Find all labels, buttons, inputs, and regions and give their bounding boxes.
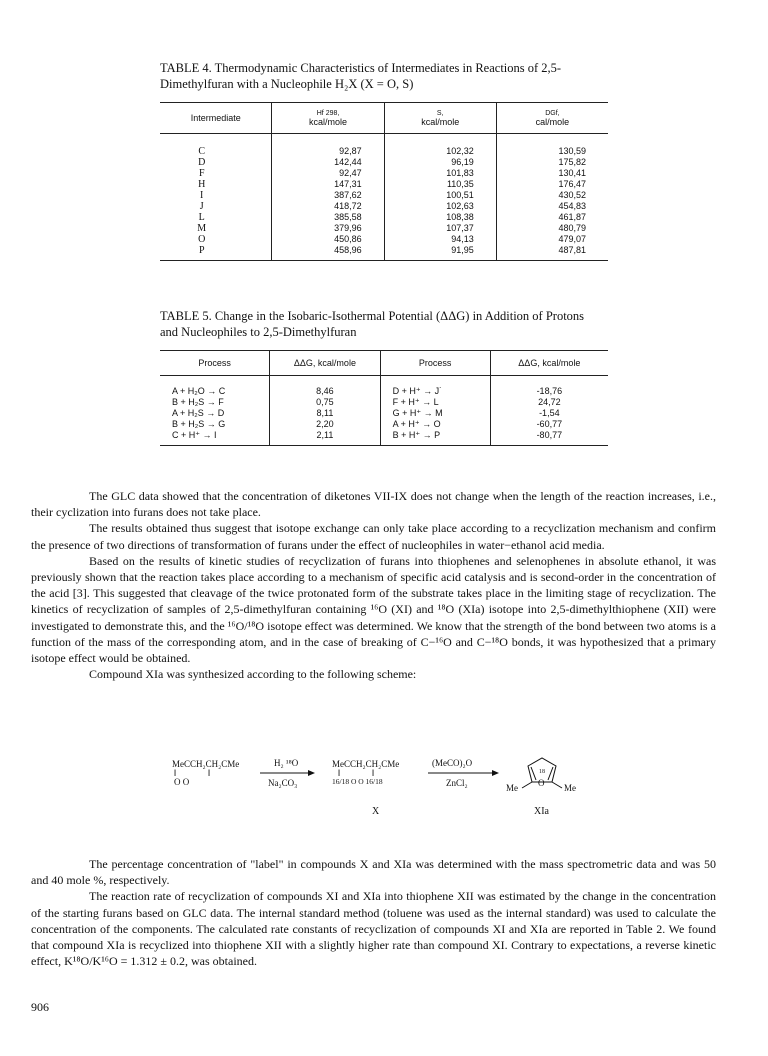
table5-cell-ddg2: -18,76 bbox=[536, 386, 563, 396]
table5-cell-ddg1: 0,75 bbox=[270, 397, 380, 408]
table5-header-ddg1: ΔΔG, kcal/mole bbox=[270, 351, 380, 376]
scheme-product-me-left: Me bbox=[506, 783, 518, 793]
table5-caption bbox=[160, 308, 630, 340]
table5-cell-process2: D + H⁺ → J˙ bbox=[380, 376, 490, 398]
table4-cell-dg: 430,52 bbox=[558, 190, 586, 200]
table4-cell-intermediate: O bbox=[160, 234, 272, 245]
table4-cell-dg: 130,59 bbox=[558, 146, 586, 156]
table4-cell-intermediate: P bbox=[160, 245, 272, 261]
table4-caption-line1: TABLE 4. Thermodynamic Characteristics of Intermediates in Reactions of 2,5- bbox=[160, 61, 562, 75]
scheme-intermediate-label: X bbox=[372, 806, 380, 817]
table5-header-ddg2: ΔΔG, kcal/mole bbox=[490, 351, 608, 376]
table4-cell-dg: 487,81 bbox=[558, 245, 586, 255]
table4-cell-intermediate: L bbox=[160, 212, 272, 223]
table5-row bbox=[160, 430, 608, 446]
table4-cell-hf: 379,96 bbox=[272, 223, 384, 234]
table4-cell-intermediate: M bbox=[160, 223, 272, 234]
scheme-product-me-right: Me bbox=[564, 783, 576, 793]
table4-row bbox=[160, 157, 608, 168]
table4-row bbox=[160, 212, 608, 223]
table5-cell-ddg2: -1,54 bbox=[539, 408, 560, 418]
table4 bbox=[160, 102, 608, 261]
paragraph-6: The reaction rate of recyclization of compounds XI and XIa into thiophene XII was estimated by the change in the concentration of the starting furans based on GLC data. The internal standard method (toluene was used as the internal standard) was used to calculate the concentration of the components. The calculated rate constants of recyclization of compounds XI and XIa are reported in Table 2. We found that compound XIa is recyclized into thiophene XII with a slightly higher rate than compound XI. Contrary to expectations, a reverse kinetic effect, K¹⁸O/K¹⁶O = 1.312 ± 0.2, was obtained. bbox=[31, 889, 716, 969]
table4-cell-intermediate: F bbox=[160, 168, 272, 179]
table4-header-row bbox=[160, 103, 608, 134]
table5-cell-process2: F + H⁺ → L bbox=[380, 397, 490, 408]
table5-cell-ddg1: 8,11 bbox=[270, 408, 380, 419]
reaction-scheme bbox=[150, 756, 690, 846]
table5-cell-ddg1: 2,11 bbox=[270, 430, 380, 446]
table4-header-hf: Hf 298, kcal/mole bbox=[272, 103, 384, 134]
body-text-lower bbox=[31, 856, 716, 969]
table5-cell-ddg1: 8,46 bbox=[270, 376, 380, 398]
table4-cell-hf: 458,96 bbox=[272, 245, 384, 261]
table4-cell-s: 108,38 bbox=[384, 212, 496, 223]
table4-cell-hf: 147,31 bbox=[272, 179, 384, 190]
table4-cell-intermediate: H bbox=[160, 179, 272, 190]
paragraph-2: The results obtained thus suggest that isotope exchange can only take place according to a recyclization mechanism and confirm the presence of two directions of transformation of furans under the effect of nucleophiles in water−ethanol acid media. bbox=[31, 521, 716, 552]
table4-row bbox=[160, 223, 608, 234]
table4-cell-hf: 92,87 bbox=[272, 134, 384, 158]
scheme-intermediate: MeCCH₂CH₂CMe ‖ ‖ 16/18 O O 16/18 bbox=[332, 759, 400, 786]
table4-header-intermediate: Intermediate bbox=[160, 103, 272, 134]
table4-caption bbox=[160, 60, 630, 92]
table4-cell-dg: 454,83 bbox=[558, 201, 586, 211]
table5-header-row bbox=[160, 351, 608, 376]
table5-cell-process1: A + H₂S → D bbox=[160, 408, 270, 419]
scheme-product-label: XIa bbox=[534, 806, 549, 817]
table5-cell-ddg2: 24,72 bbox=[538, 397, 561, 407]
scheme-reagent1-top: H₂ ¹⁸O bbox=[274, 758, 299, 768]
table4-row bbox=[160, 245, 608, 261]
table4-cell-s: 110,35 bbox=[384, 179, 496, 190]
table4-cell-intermediate: J bbox=[160, 201, 272, 212]
page-number: 906 bbox=[31, 1000, 49, 1014]
table4-cell-s: 94,13 bbox=[384, 234, 496, 245]
table4-cell-s: 102,32 bbox=[384, 134, 496, 158]
table4-cell-hf: 92,47 bbox=[272, 168, 384, 179]
table4-row bbox=[160, 190, 608, 201]
table4-cell-s: 96,19 bbox=[384, 157, 496, 168]
table4-cell-dg: 176,47 bbox=[558, 179, 586, 189]
table4-row bbox=[160, 201, 608, 212]
scheme-product-isotope-label: 18 bbox=[539, 769, 545, 775]
table5-cell-process1: B + H₂S → G bbox=[160, 419, 270, 430]
table5-cell-process2: A + H⁺ → O bbox=[380, 419, 490, 430]
table4-cell-s: 100,51 bbox=[384, 190, 496, 201]
table4-cell-s: 107,37 bbox=[384, 223, 496, 234]
table5-header-process1: Process bbox=[160, 351, 270, 376]
table4-cell-s: 91,95 bbox=[384, 245, 496, 261]
paragraph-3: Based on the results of kinetic studies of recyclization of furans into thiophenes and selenophenes in absolute ethanol, it was previously shown that the reaction takes place according to a mechanism of specific acid catalysis and is second-order in the concentration of the acid [3]. This suggested that cleavage of the twice protonated form of the substrate takes place in the limiting stage of recyclization. The kinetics of recyclization of samples of 2,5-dimethylfuran containing ¹⁶O (XI) and ¹⁸O (XIa) isotope into 2,5-dimethylthiophene (XII) were investigated to demonstrate this, and the ¹⁶O/¹⁸O isotope effect was determined. We know that the strength of the bond between two atoms is a function of the mass of the corresponding atom, and in the case of breaking of C−¹⁶O and C−¹⁸O bonds, it was hypothesized that a primary isotope effect would be obtained. bbox=[31, 553, 716, 666]
table4-row bbox=[160, 168, 608, 179]
table4-header-dg: DGf, cal/mole bbox=[496, 103, 608, 134]
table5 bbox=[160, 350, 608, 446]
table4-row bbox=[160, 134, 608, 158]
table4-cell-hf: 385,58 bbox=[272, 212, 384, 223]
table4-cell-s: 101,83 bbox=[384, 168, 496, 179]
scheme-product-oxygen: O bbox=[538, 778, 545, 788]
table5-header-process2: Process bbox=[380, 351, 490, 376]
table4-cell-intermediate: D bbox=[160, 157, 272, 168]
scheme-reagent2-top: (MeCO)₂O bbox=[432, 758, 473, 768]
table4-cell-dg: 130,41 bbox=[558, 168, 586, 178]
table5-cell-process2: G + H⁺ → M bbox=[380, 408, 490, 419]
table4-cell-hf: 387,62 bbox=[272, 190, 384, 201]
table5-row bbox=[160, 419, 608, 430]
table5-cell-ddg1: 2,20 bbox=[270, 419, 380, 430]
scheme-reagent2-bottom: ZnCl₂ bbox=[446, 778, 468, 788]
table5-cell-process1: C + H⁺ → I bbox=[160, 430, 270, 446]
table4-caption-line2: Dimethylfuran with a Nucleophile H₂X (X = O, S) bbox=[160, 77, 414, 91]
table4-row bbox=[160, 234, 608, 245]
table5-cell-process2: B + H⁺ → P bbox=[380, 430, 490, 446]
table4-cell-hf: 142,44 bbox=[272, 157, 384, 168]
table4-row bbox=[160, 179, 608, 190]
table5-row bbox=[160, 376, 608, 398]
table4-cell-s: 102,63 bbox=[384, 201, 496, 212]
table5-row bbox=[160, 397, 608, 408]
arrow-1-head bbox=[308, 770, 315, 776]
table4-cell-hf: 418,72 bbox=[272, 201, 384, 212]
table5-caption-line2: and Nucleophiles to 2,5-Dimethylfuran bbox=[160, 325, 357, 339]
table5-cell-ddg2: -60,77 bbox=[536, 419, 563, 429]
body-text-upper bbox=[31, 488, 716, 682]
table4-cell-dg: 479,07 bbox=[558, 234, 586, 244]
table4-cell-dg: 480,79 bbox=[558, 223, 586, 233]
paragraph-5: The percentage concentration of "label" in compounds X and XIa was determined with the mass spectrometric data and was 50 and 40 mole %, respectively. bbox=[31, 857, 716, 888]
table5-cell-process1: A + H₂O → C bbox=[160, 376, 270, 398]
paragraph-1: The GLC data showed that the concentration of diketones VII-IX does not change when the length of the reaction increases, i.e., their cyclization into furans does not take place. bbox=[31, 489, 716, 520]
table4-cell-intermediate: I bbox=[160, 190, 272, 201]
paragraph-4: Compound XIa was synthesized according to the following scheme: bbox=[89, 667, 417, 682]
scheme-reagent1-bottom: Na₂CO₃ bbox=[268, 778, 298, 788]
arrow-2-head bbox=[492, 770, 499, 776]
table4-cell-intermediate: C bbox=[160, 134, 272, 158]
table5-cell-ddg2: -80,77 bbox=[536, 430, 563, 440]
table4-cell-hf: 450,86 bbox=[272, 234, 384, 245]
table5-cell-process1: B + H₂S → F bbox=[160, 397, 270, 408]
table5-caption-line1: TABLE 5. Change in the Isobaric-Isothermal Potential (ΔΔG) in Addition of Protons bbox=[160, 309, 585, 323]
table4-cell-dg: 461,87 bbox=[558, 212, 586, 222]
scheme-reactant: MeCCH₂CH₂CMe ‖ ‖ O O bbox=[172, 759, 240, 787]
table4-header-s: S, kcal/mole bbox=[384, 103, 496, 134]
table4-cell-dg: 175,82 bbox=[558, 157, 586, 167]
table5-row bbox=[160, 408, 608, 419]
